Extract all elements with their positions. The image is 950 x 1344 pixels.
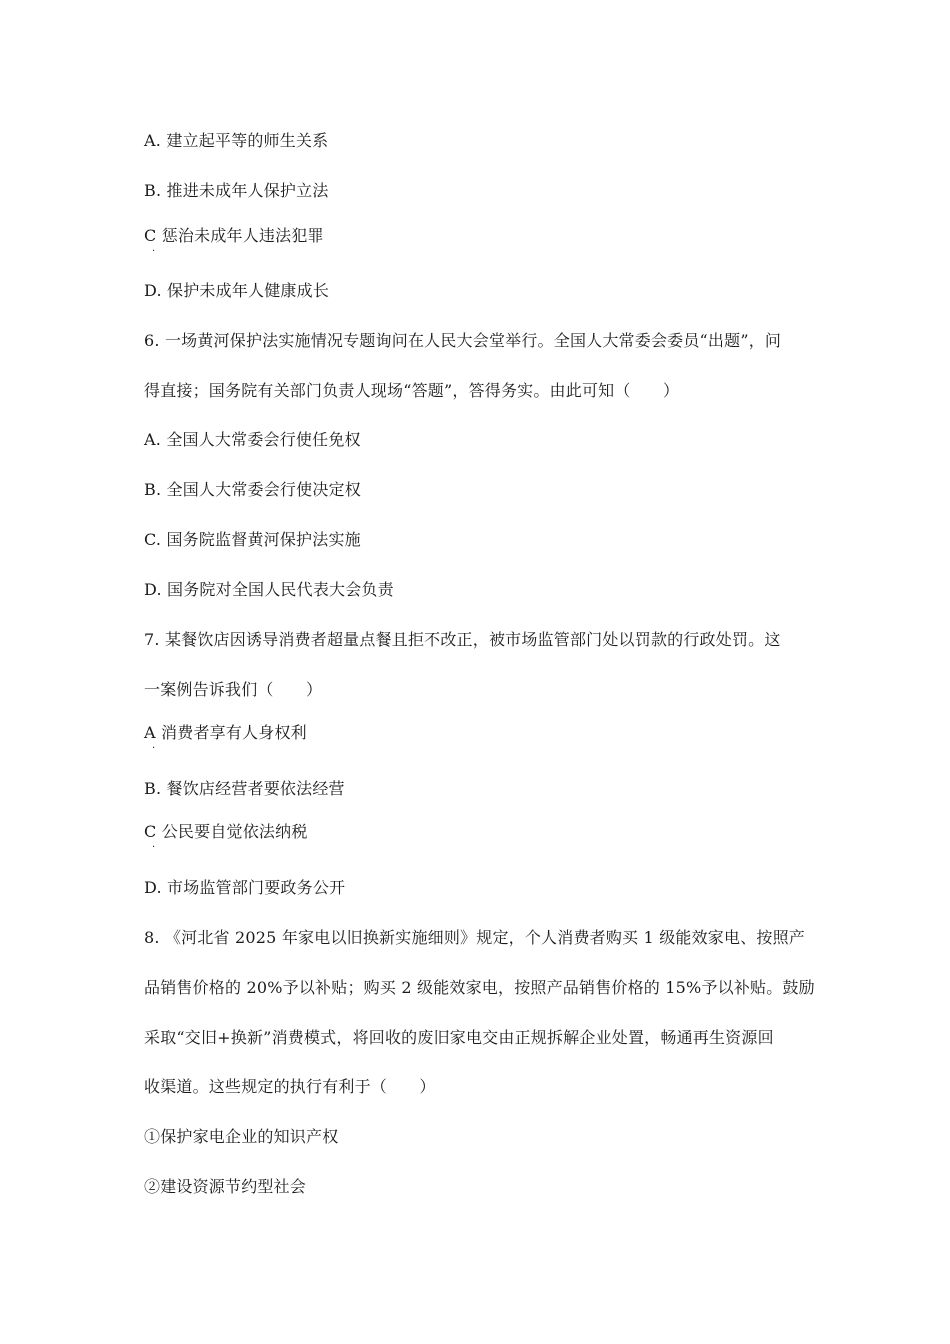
- q5-option-b: B. 推进未成年人保护立法: [144, 181, 329, 200]
- q6-option-a: A. 全国人大常委会行使任免权: [144, 430, 361, 449]
- q7-option-b: B. 餐饮店经营者要依法经营: [144, 779, 345, 798]
- option-c-dot-mark: ·: [152, 246, 156, 257]
- q8-stem-line-4: 收渠道。这些规定的执行有利于（ ）: [144, 1077, 436, 1096]
- option-a-dot-mark: ·: [152, 743, 156, 754]
- q6-stem-line-2: 得直接；国务院有关部门负责人现场“答题”，答得务实。由此可知（ ）: [144, 381, 680, 400]
- q8-item-2: ②建设资源节约型社会: [144, 1177, 307, 1196]
- q6-option-b: B. 全国人大常委会行使决定权: [144, 480, 361, 499]
- q6-option-c: C. 国务院监督黄河保护法实施: [144, 530, 361, 549]
- q7-stem-line-1: 7. 某餐饮店因诱导消费者超量点餐且拒不改正，被市场监管部门处以罚款的行政处罚。这: [144, 630, 781, 649]
- q7-option-c: C 公民要自觉依法纳税: [144, 822, 308, 841]
- q7-option-a: A 消费者享有人身权利: [144, 723, 307, 742]
- q8-stem-line-3: 采取“交旧+换新”消费模式，将回收的废旧家电交由正规拆解企业处置，畅通再生资源回: [144, 1028, 774, 1047]
- q5-option-a: A. 建立起平等的师生关系: [144, 131, 329, 150]
- q5-option-c: C 惩治未成年人违法犯罪: [144, 226, 324, 245]
- option-c-dot-mark: ·: [152, 842, 156, 853]
- q8-stem-line-1: 8. 《河北省 2025 年家电以旧换新实施细则》规定，个人消费者购买 1 级能效家电、按照产: [144, 928, 805, 947]
- q8-item-1: ①保护家电企业的知识产权: [144, 1127, 339, 1146]
- q6-stem-line-1: 6. 一场黄河保护法实施情况专题询问在人民大会堂举行。全国人大常委会委员“出题”，问: [144, 331, 782, 350]
- q7-stem-line-2: 一案例告诉我们（ ）: [144, 680, 323, 699]
- q6-option-d: D. 国务院对全国人民代表大会负责: [144, 580, 394, 599]
- q8-stem-line-2: 品销售价格的 20%予以补贴；购买 2 级能效家电，按照产品销售价格的 15%予以补贴。鼓励: [144, 978, 815, 997]
- q5-option-d: D. 保护未成年人健康成长: [144, 281, 330, 300]
- q7-option-d: D. 市场监管部门要政务公开: [144, 878, 346, 897]
